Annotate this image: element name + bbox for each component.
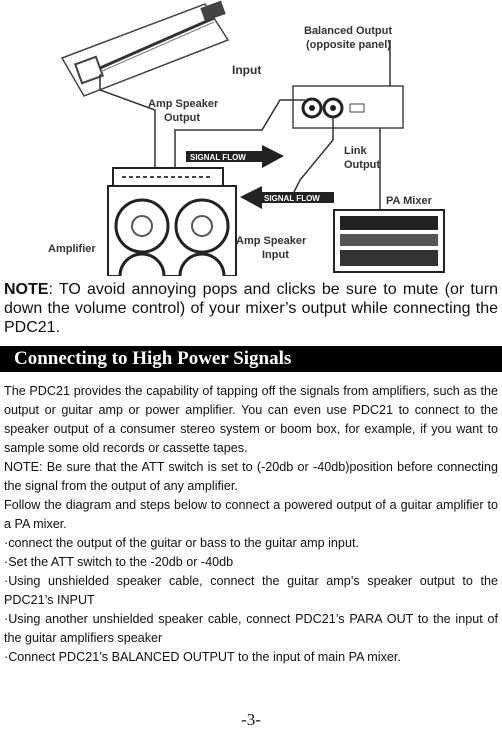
- pdc21-unit: [293, 86, 403, 128]
- link-output-label: Link: [344, 145, 367, 157]
- amp-speaker-input-label: Amp Speaker: [236, 235, 307, 247]
- signal-flow-label-1: SIGNAL FLOW: [190, 153, 246, 162]
- amplifier-cabinet: [108, 168, 236, 276]
- step-item: ·Set the ATT switch to the -20db or -40db: [4, 555, 234, 569]
- step-item: ·Using another unshielded speaker cable, connect PDC21’s PARA OUT to the input of the guitar amplifiers speaker: [4, 612, 498, 645]
- pa-mixer-label: PA Mixer: [386, 195, 432, 207]
- pa-mixer: [334, 210, 444, 272]
- opposite-panel-label: (opposite panel): [306, 39, 391, 51]
- paragraph: Follow the diagram and steps below to connect a powered output of a guitar amplifier to a PA mixer.: [4, 498, 498, 531]
- note-prefix: NOTE: [4, 281, 49, 298]
- mute-note: [4, 280, 498, 337]
- input-label: Input: [232, 63, 262, 77]
- note-text: : TO avoid annoying pops and clicks be sure to mute (or turn down the volume control) of your mixer’s output while connecting the PDC21.: [4, 281, 498, 336]
- paragraph: NOTE: Be sure that the ATT switch is set to (-20db or -40db)position before connecting the signal from the output of any amplifier.: [4, 460, 498, 493]
- page-number: -3-: [241, 710, 261, 729]
- paragraph: The PDC21 provides the capability of tapping off the signals from amplifiers, such as the output or guitar amp or power amplifier. You can even use PDC21 to connect to the speaker output of a consumer stereo system or boom box, for example, if you want to sample some old records or cassette tapes.: [4, 384, 498, 455]
- signal-flow-label-2: SIGNAL FLOW: [264, 194, 320, 203]
- step-item: ·connect the output of the guitar or bass to the guitar amp input.: [4, 536, 359, 550]
- balanced-output-label: Balanced Output: [304, 25, 393, 37]
- link-output-label-2: Output: [344, 159, 381, 171]
- guitar-illustration: [62, 1, 228, 96]
- amp-speaker-output-label-2: Output: [164, 112, 201, 124]
- amp-speaker-output-label: Amp Speaker: [148, 98, 219, 110]
- connection-diagram: [0, 0, 502, 276]
- instructions-body: [4, 382, 498, 667]
- step-item: ·Using unshielded speaker cable, connect the guitar amp’s speaker output to the PDC21’s INPUT: [4, 574, 498, 607]
- step-item: ·Connect PDC21’s BALANCED OUTPUT to the input of main PA mixer.: [4, 650, 401, 664]
- section-banner: [0, 346, 502, 372]
- section-title: Connecting to High Power Signals: [14, 348, 292, 369]
- amp-speaker-input-label-2: Input: [262, 249, 289, 261]
- amplifier-label: Amplifier: [48, 243, 96, 255]
